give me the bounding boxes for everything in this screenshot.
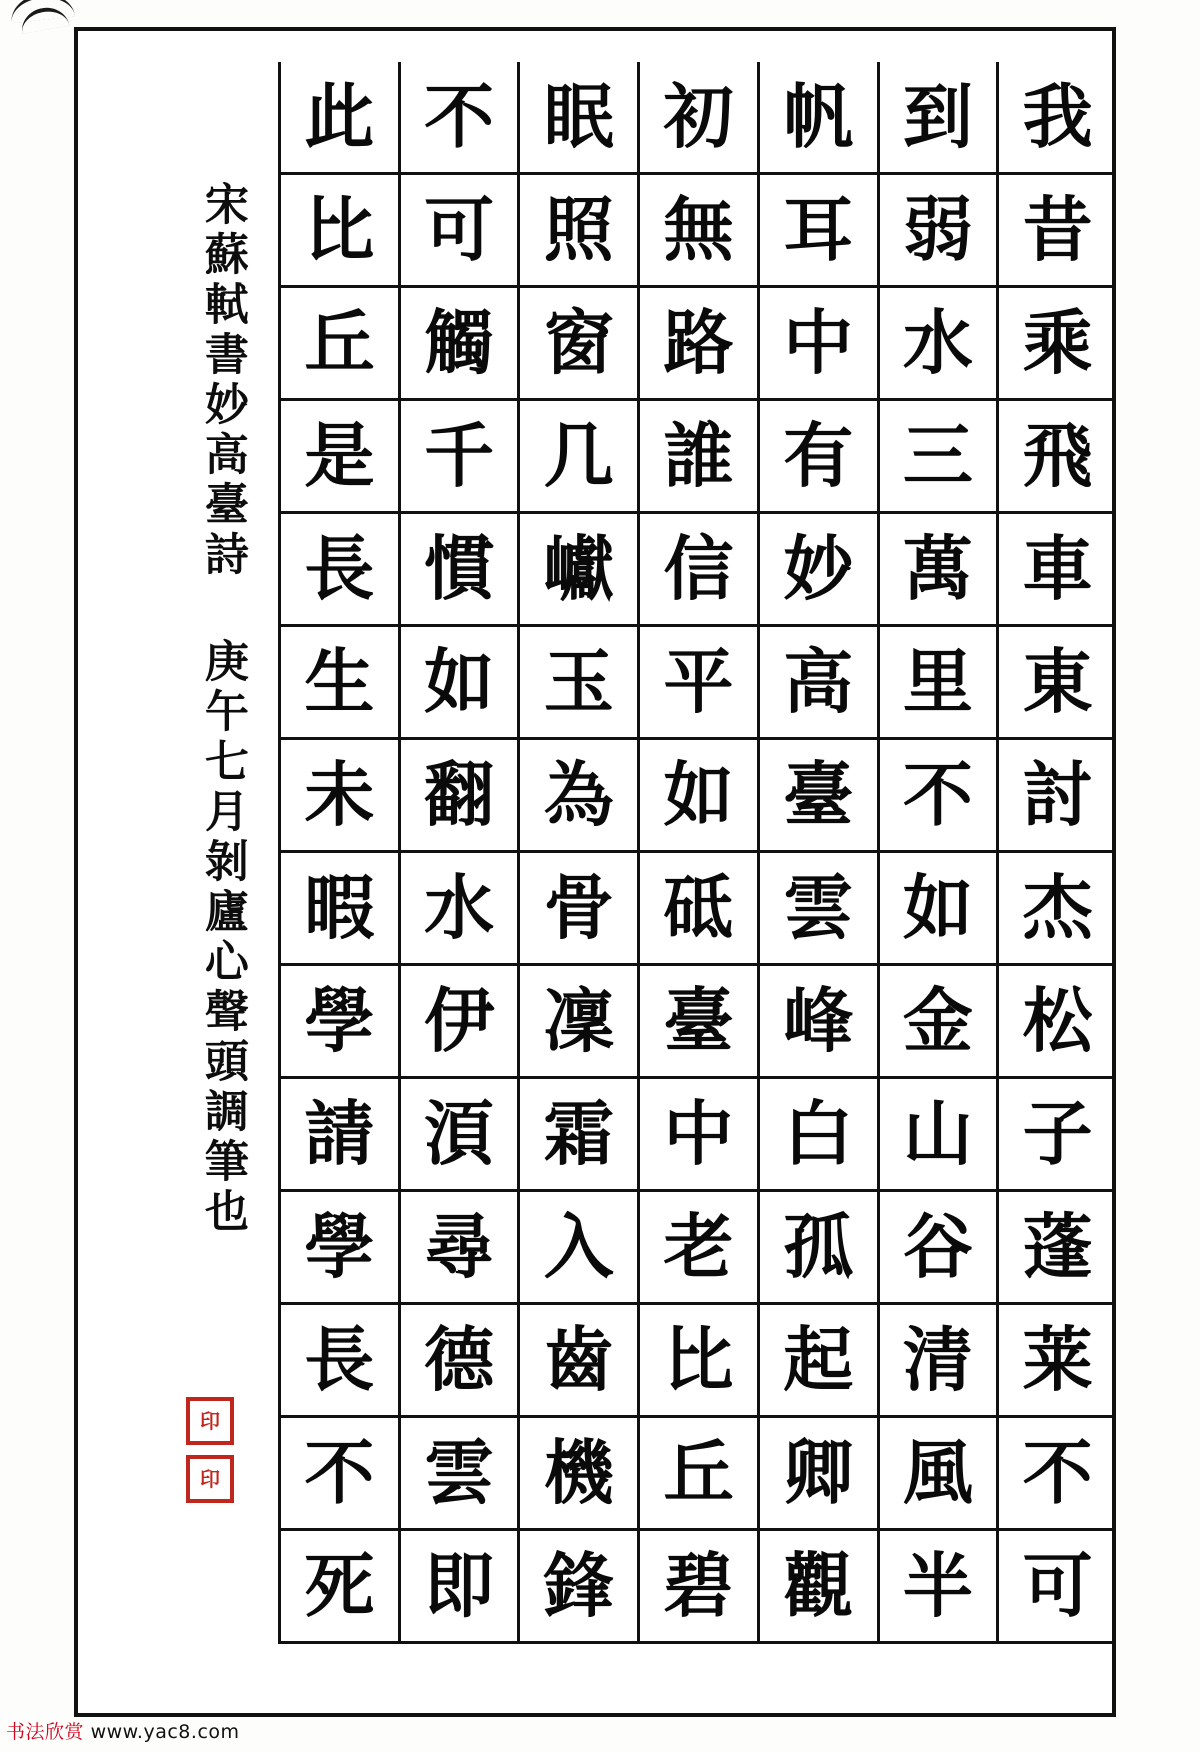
grid-cell: 子 [996,1079,1116,1192]
watermark-site-name: 书法欣赏 [6,1721,85,1743]
inscription-text: 宋蘇軾書妙高臺詩 庚午七月剝廬心聲頭調筆也 [196,181,248,1238]
site-watermark [6,1717,240,1744]
grid-cell: 凜 [517,966,637,1079]
grid-cell: 如 [637,740,757,853]
grid-cell: 德 [398,1305,518,1418]
grid-cell: 慣 [398,514,518,627]
watermark-url: www.yac8.com [90,1721,240,1743]
grid-cell: 我 [996,62,1116,175]
grid-cell: 耳 [757,175,877,288]
grid-cell: 討 [996,740,1116,853]
grid-cell: 鋒 [517,1531,637,1644]
grid-cell: 霜 [517,1079,637,1192]
grid-cell: 孤 [757,1192,877,1305]
grid-cell: 丘 [278,288,398,401]
grid-cell: 碧 [637,1531,757,1644]
grid-cell: 平 [637,627,757,740]
grid-cell: 高 [757,627,877,740]
grid-cell: 觀 [757,1531,877,1644]
grid-cell: 杰 [996,853,1116,966]
grid-cell: 帆 [757,62,877,175]
grid-cell: 學 [278,1192,398,1305]
grid-cell: 里 [877,627,997,740]
grid-cell: 車 [996,514,1116,627]
grid-cell: 不 [996,1418,1116,1531]
grid-cell: 為 [517,740,637,853]
grid-cell: 水 [398,853,518,966]
grid-cell: 信 [637,514,757,627]
grid-cell: 千 [398,401,518,514]
grid-cell: 風 [877,1418,997,1531]
grid-cell: 生 [278,627,398,740]
grid-cell: 昔 [996,175,1116,288]
grid-cell: 眠 [517,62,637,175]
calligraphy-sheet-frame [74,27,1116,1717]
grid-cell: 不 [398,62,518,175]
grid-cell: 起 [757,1305,877,1418]
grid-cell: 峰 [757,966,877,1079]
grid-cell: 即 [398,1531,518,1644]
grid-cell: 機 [517,1418,637,1531]
grid-cell: 伊 [398,966,518,1079]
grid-cell: 窗 [517,288,637,401]
grid-cell: 山 [877,1079,997,1192]
grid-cell: 不 [877,740,997,853]
grid-cell: 骨 [517,853,637,966]
grid-cell: 妙 [757,514,877,627]
grid-cell: 金 [877,966,997,1079]
grid-cell: 如 [398,627,518,740]
grid-cell: 雲 [398,1418,518,1531]
grid-cell: 萬 [877,514,997,627]
grid-cell: 中 [757,288,877,401]
grid-cell: 翻 [398,740,518,853]
grid-cell: 觸 [398,288,518,401]
grid-cell: 玉 [517,627,637,740]
grid-cell: 蓬 [996,1192,1116,1305]
character-grid [278,62,1116,1752]
grid-cell: 飛 [996,401,1116,514]
grid-cell: 臺 [757,740,877,853]
grid-cell: 不 [278,1418,398,1531]
grid-cell: 莱 [996,1305,1116,1418]
grid-cell: 可 [398,175,518,288]
grid-cell: 到 [877,62,997,175]
grid-cell: 可 [996,1531,1116,1644]
grid-cell: 中 [637,1079,757,1192]
grid-cell: 湏 [398,1079,518,1192]
grid-cell: 清 [877,1305,997,1418]
grid-cell: 入 [517,1192,637,1305]
grid-cell: 谷 [877,1192,997,1305]
grid-cell: 東 [996,627,1116,740]
grid-cell: 雲 [757,853,877,966]
seal-stamp: 印 [186,1397,234,1445]
grid-cell: 暇 [278,853,398,966]
grid-cell: 几 [517,401,637,514]
grid-cell: 未 [278,740,398,853]
grid-cell: 比 [278,175,398,288]
grid-cell: 丘 [637,1418,757,1531]
grid-cell: 無 [637,175,757,288]
grid-cell: 三 [877,401,997,514]
grid-cell: 請 [278,1079,398,1192]
grid-cell: 尋 [398,1192,518,1305]
grid-cell: 此 [278,62,398,175]
grid-cell: 長 [278,514,398,627]
seal-group [182,1397,244,1513]
grid-cell: 初 [637,62,757,175]
grid-cell: 有 [757,401,877,514]
grid-cell: 松 [996,966,1116,1079]
grid-cell: 臺 [637,966,757,1079]
grid-cell: 是 [278,401,398,514]
grid-cell: 卿 [757,1418,877,1531]
grid-cell: 乘 [996,288,1116,401]
grid-cell: 長 [278,1305,398,1418]
grid-cell: 如 [877,853,997,966]
grid-cell: 死 [278,1531,398,1644]
grid-cell: 白 [757,1079,877,1192]
grid-cell: 半 [877,1531,997,1644]
grid-cell: 弱 [877,175,997,288]
grid-cell: 砥 [637,853,757,966]
grid-cell: 比 [637,1305,757,1418]
inscription-column [174,181,270,1501]
grid-cell: 學 [278,966,398,1079]
grid-cell: 照 [517,175,637,288]
grid-cell: 誰 [637,401,757,514]
grid-cell: 巘 [517,514,637,627]
grid-cell: 齒 [517,1305,637,1418]
grid-cell: 老 [637,1192,757,1305]
seal-stamp: 印 [186,1455,234,1503]
grid-cell: 水 [877,288,997,401]
grid-cell: 路 [637,288,757,401]
